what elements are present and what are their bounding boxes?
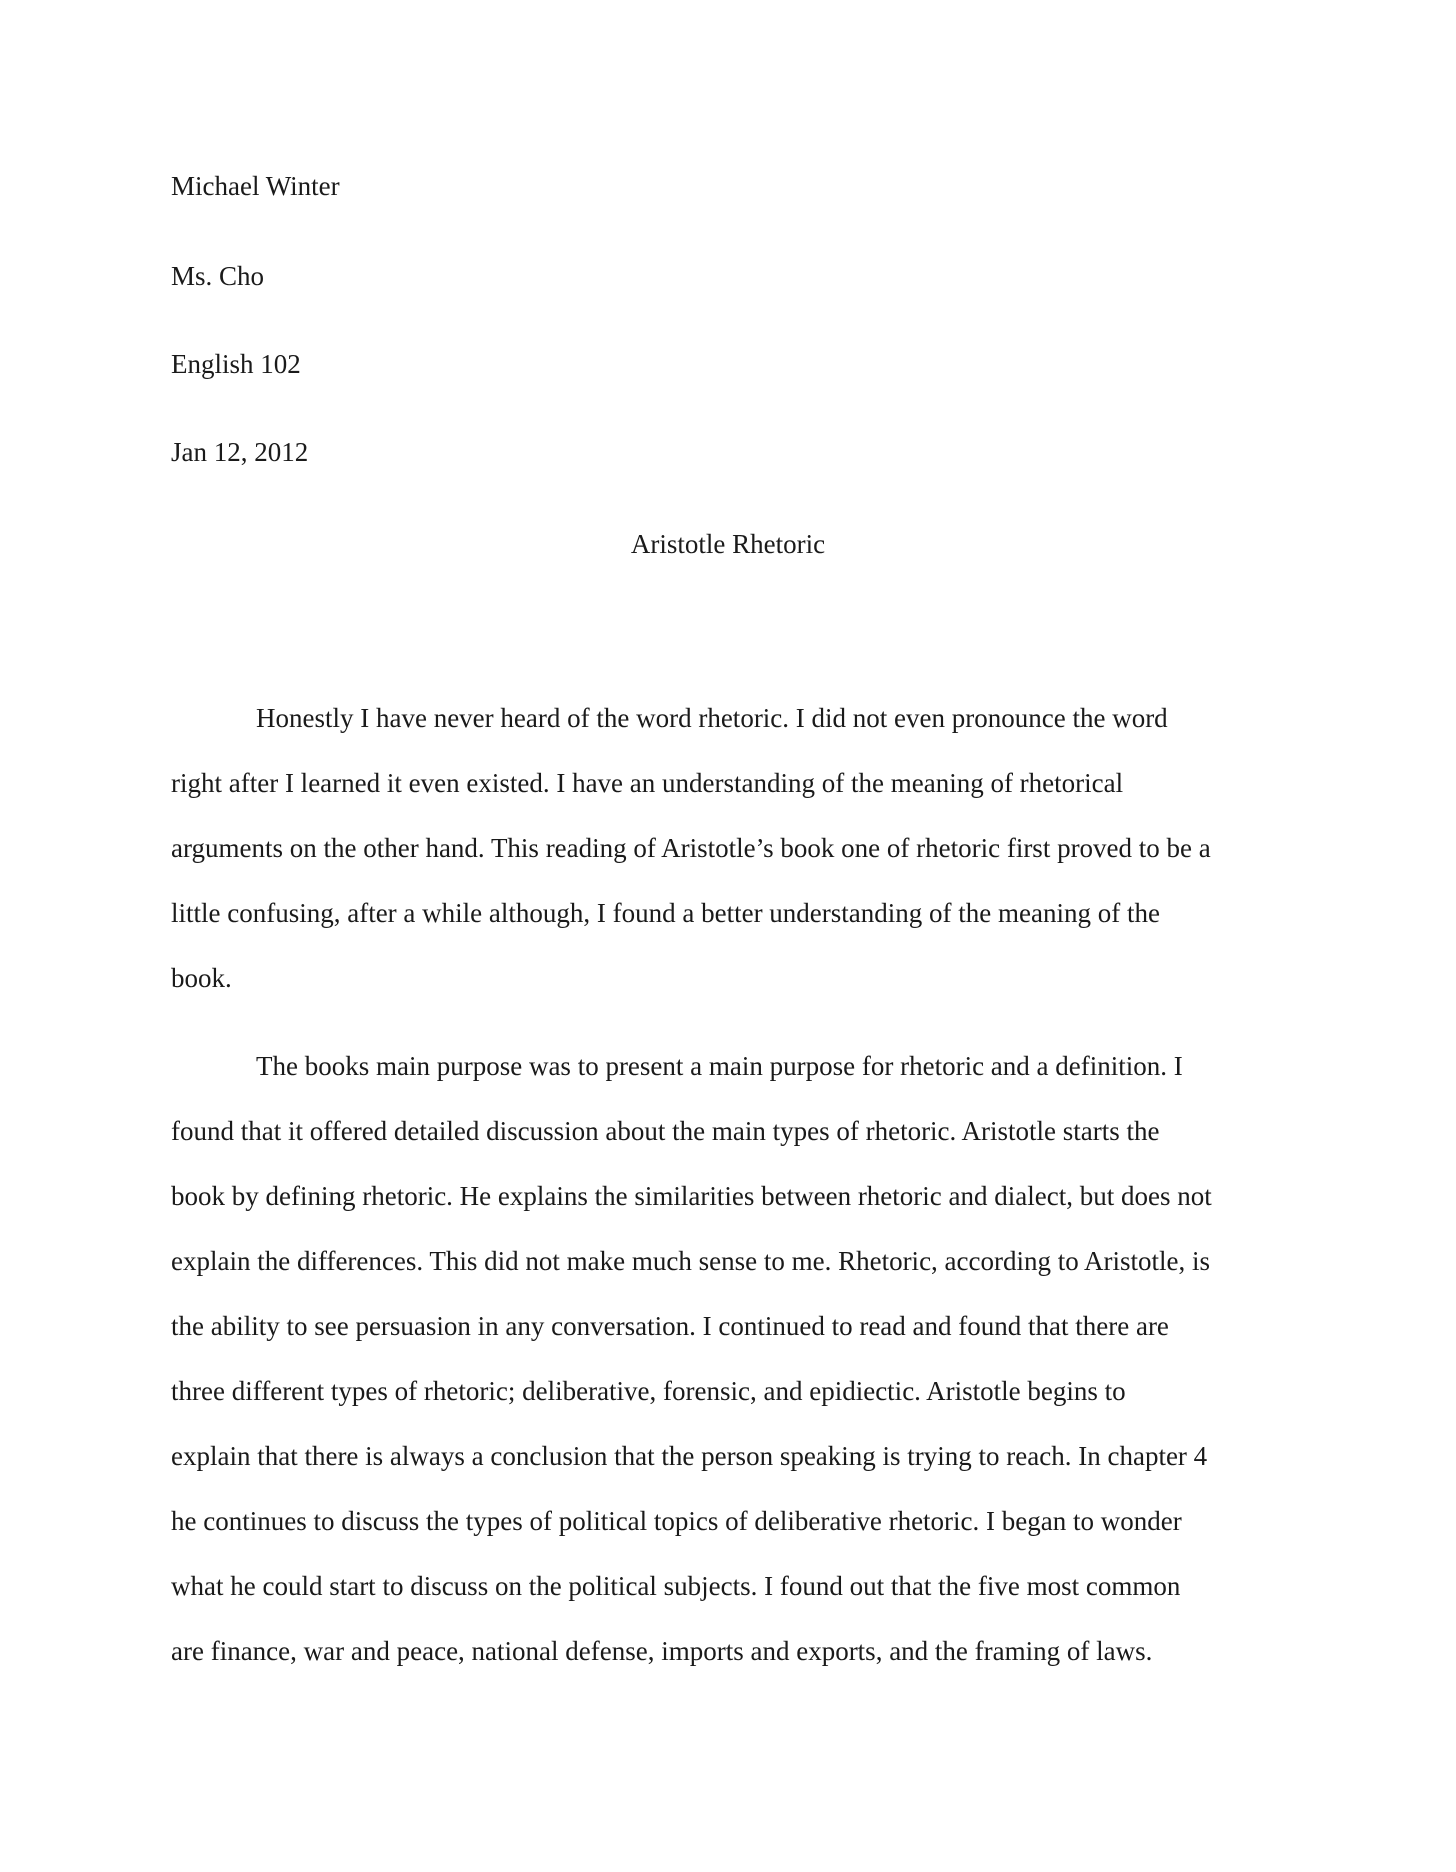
paragraph-line: found that it offered detailed discussion about the main types of rhetoric. Aristotle starts the: [171, 1116, 1160, 1146]
course-name: English 102: [171, 349, 301, 379]
author-name: Michael Winter: [171, 171, 340, 201]
document-title: Aristotle Rhetoric: [630, 529, 826, 559]
instructor-name: Ms. Cho: [171, 261, 265, 291]
document-date: Jan 12, 2012: [171, 437, 309, 467]
paragraph-line: he continues to discuss the types of political topics of deliberative rhetoric. I began to wonder: [171, 1506, 1182, 1536]
paragraph-line: book by defining rhetoric. He explains the similarities between rhetoric and dialect, but does not: [171, 1181, 1212, 1211]
paragraph-line: little confusing, after a while although, I found a better understanding of the meaning of the: [171, 898, 1160, 928]
paragraph-line: book.: [171, 963, 232, 993]
paragraph-line: explain the differences. This did not make much sense to me. Rhetoric, according to Aristotle, is: [171, 1246, 1210, 1276]
paragraph-line: The books main purpose was to present a main purpose for rhetoric and a definition. I: [256, 1051, 1183, 1081]
paragraph-line: Honestly I have never heard of the word rhetoric. I did not even pronounce the word: [256, 703, 1168, 733]
paragraph-line: are finance, war and peace, national defense, imports and exports, and the framing of laws.: [171, 1636, 1153, 1666]
paragraph-line: arguments on the other hand. This reading of Aristotle’s book one of rhetoric first proved to be a: [171, 833, 1211, 863]
paragraph-line: three different types of rhetoric; deliberative, forensic, and epidiectic. Aristotle begins to: [171, 1376, 1126, 1406]
paragraph-line: what he could start to discuss on the political subjects. I found out that the five most common: [171, 1571, 1181, 1601]
paragraph-line: right after I learned it even existed. I have an understanding of the meaning of rhetorical: [171, 768, 1124, 798]
paragraph-line: explain that there is always a conclusion that the person speaking is trying to reach. In chapter 4: [171, 1441, 1208, 1471]
paragraph-line: the ability to see persuasion in any conversation. I continued to read and found that there are: [171, 1311, 1169, 1341]
